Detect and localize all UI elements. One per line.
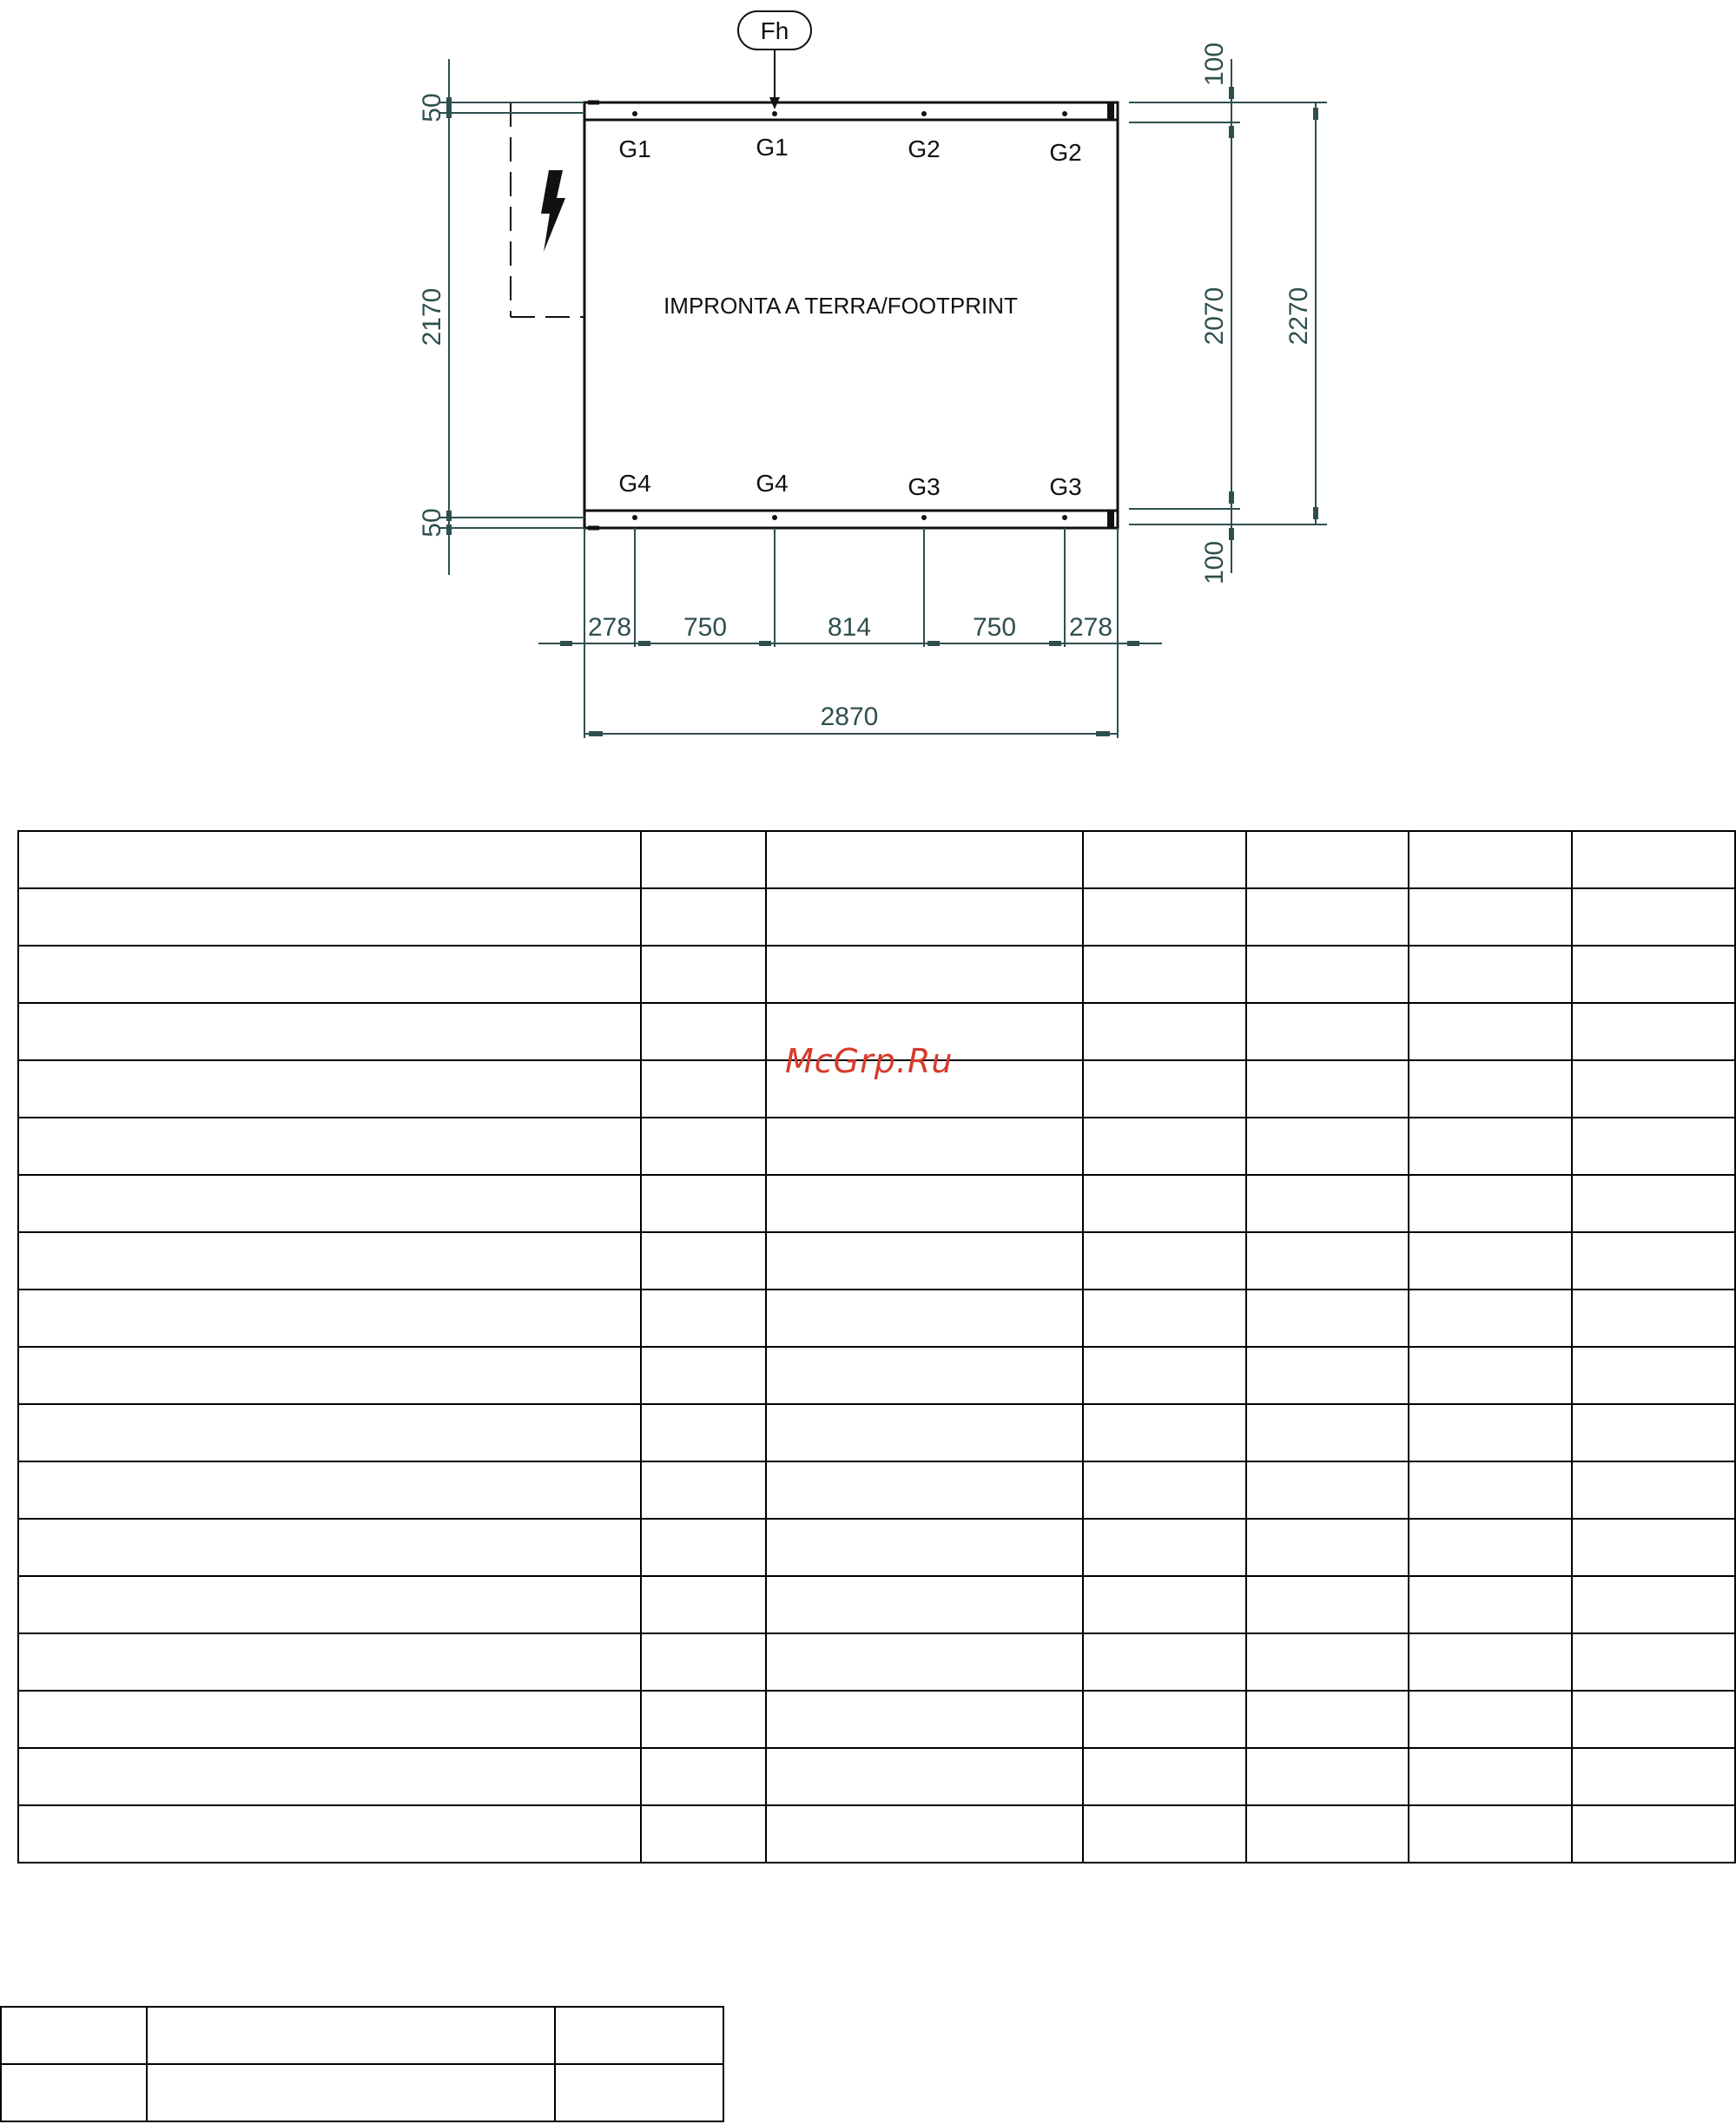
table-row: [18, 1748, 1735, 1805]
table-cell: [18, 1691, 641, 1748]
dim-left-total: 2170: [418, 287, 446, 346]
table-cell: [1409, 1060, 1572, 1118]
table-cell: [641, 888, 766, 946]
table-cell: [766, 1576, 1083, 1633]
table-row: [18, 1519, 1735, 1576]
table-cell: [1246, 1003, 1409, 1060]
table-row: [18, 1347, 1735, 1404]
label-g2-a: G2: [908, 135, 941, 162]
table-cell: [766, 1175, 1083, 1232]
watermark: McGrp.Ru: [785, 1042, 954, 1080]
lightning-icon: [541, 170, 565, 252]
table-cell: [18, 1003, 641, 1060]
table-cell: [1409, 888, 1572, 946]
dim-right-bottom: 100: [1200, 540, 1229, 585]
table-cell: [147, 2007, 555, 2064]
table-cell: [1246, 1175, 1409, 1232]
table-cell: [1246, 1118, 1409, 1175]
table-cell: [1083, 1576, 1246, 1633]
table-cell: [1572, 1060, 1735, 1118]
table-cell: [1, 2064, 147, 2121]
table-cell: [1572, 1290, 1735, 1347]
table-cell: [18, 1347, 641, 1404]
table-cell: [1409, 1633, 1572, 1691]
label-g3-b: G3: [1049, 473, 1082, 500]
table-cell: [1083, 1118, 1246, 1175]
table-row: [18, 1691, 1735, 1748]
table-cell: [1246, 1576, 1409, 1633]
table-cell: [641, 946, 766, 1003]
table-cell: [18, 1576, 641, 1633]
table-cell: [1083, 1461, 1246, 1519]
table-row: [1, 2007, 723, 2064]
table-cell: [1572, 1404, 1735, 1461]
right-dimensions: [1129, 43, 1327, 584]
table-cell: [641, 1748, 766, 1805]
label-g4-b: G4: [756, 470, 789, 497]
table-cell: [641, 1232, 766, 1290]
table-cell: [18, 1232, 641, 1290]
table-cell: [641, 1805, 766, 1863]
table-cell: [18, 946, 641, 1003]
table-cell: [766, 1633, 1083, 1691]
table-cell: [1083, 1633, 1246, 1691]
table-cell: [766, 1404, 1083, 1461]
table-cell: [1572, 1347, 1735, 1404]
electrical-box: [511, 102, 584, 317]
table-cell: [18, 1805, 641, 1863]
table-cell: [1572, 1232, 1735, 1290]
table-cell: [766, 1347, 1083, 1404]
table-cell: [1572, 1576, 1735, 1633]
table-cell: [1246, 1691, 1409, 1748]
table-cell: [1572, 1175, 1735, 1232]
table-cell: [18, 1461, 641, 1519]
table-cell: [641, 831, 766, 888]
table-cell: [1409, 1805, 1572, 1863]
force-label: Fh: [760, 17, 789, 44]
table-cell: [1572, 946, 1735, 1003]
table-cell: [766, 1232, 1083, 1290]
label-g1-b: G1: [756, 134, 789, 161]
label-g4-a: G4: [618, 470, 651, 497]
table-cell: [1246, 1633, 1409, 1691]
table-cell: [641, 1175, 766, 1232]
table-cell: [1409, 1748, 1572, 1805]
data-table: [17, 830, 1736, 1863]
table-row: [18, 946, 1735, 1003]
table-cell: [1409, 1691, 1572, 1748]
table-cell: [766, 1519, 1083, 1576]
table-row: [18, 1290, 1735, 1347]
table-cell: [1246, 1347, 1409, 1404]
table-cell: [147, 2064, 555, 2121]
table-cell: [641, 1404, 766, 1461]
label-g3-a: G3: [908, 473, 941, 500]
table-cell: [18, 1748, 641, 1805]
label-g2-b: G2: [1049, 139, 1082, 166]
footprint-label: IMPRONTA A TERRA/FOOTPRINT: [663, 293, 1018, 319]
table-cell: [1083, 946, 1246, 1003]
table-cell: [1409, 1118, 1572, 1175]
table-cell: [18, 1290, 641, 1347]
table-cell: [1572, 831, 1735, 888]
table-cell: [766, 1461, 1083, 1519]
table-cell: [641, 1347, 766, 1404]
table-cell: [18, 1404, 641, 1461]
dim-bottom-seg-2: 750: [683, 613, 728, 642]
table-cell: [1572, 1461, 1735, 1519]
bottom-labels: [618, 470, 1081, 500]
dim-left-top: 50: [418, 93, 446, 122]
top-labels: [618, 134, 1081, 166]
table-cell: [1409, 1404, 1572, 1461]
table-row: [18, 1118, 1735, 1175]
table-cell: [1083, 1805, 1246, 1863]
table-row: [18, 1576, 1735, 1633]
table-cell: [641, 1461, 766, 1519]
table-cell: [1083, 1347, 1246, 1404]
table-cell: [641, 1118, 766, 1175]
table-cell: [766, 1691, 1083, 1748]
table-row: [18, 1404, 1735, 1461]
table-cell: [641, 1290, 766, 1347]
table-cell: [555, 2064, 723, 2121]
table-cell: [1083, 1060, 1246, 1118]
table-row: [18, 1805, 1735, 1863]
table-row: [18, 831, 1735, 888]
table-cell: [1083, 1748, 1246, 1805]
table-row: [18, 1461, 1735, 1519]
footprint-drawing: [0, 0, 1736, 782]
table-cell: [1, 2007, 147, 2064]
table-cell: [641, 1003, 766, 1060]
dim-bottom-seg-1: 278: [587, 613, 632, 642]
table-cell: [18, 1060, 641, 1118]
dim-bottom-seg-3: 814: [827, 613, 872, 642]
table-cell: [1083, 1175, 1246, 1232]
table-row: [1, 2064, 723, 2121]
table-cell: [18, 1519, 641, 1576]
table-cell: [766, 946, 1083, 1003]
table-cell: [555, 2007, 723, 2064]
footer-table: [0, 2006, 724, 2122]
table-cell: [1083, 1404, 1246, 1461]
table-cell: [1409, 1461, 1572, 1519]
table-cell: [1409, 1290, 1572, 1347]
table-cell: [1409, 831, 1572, 888]
table-cell: [1409, 1232, 1572, 1290]
dim-right-top: 100: [1200, 42, 1229, 87]
table-cell: [1409, 1175, 1572, 1232]
table-cell: [18, 1633, 641, 1691]
table-row: [18, 1232, 1735, 1290]
table-cell: [766, 1118, 1083, 1175]
dim-left-bottom: 50: [418, 508, 446, 538]
dim-right-outer: 2270: [1284, 287, 1313, 346]
table-cell: [1246, 1805, 1409, 1863]
table-cell: [1083, 888, 1246, 946]
table-cell: [1572, 1519, 1735, 1576]
table-cell: [1246, 946, 1409, 1003]
table-cell: [641, 1691, 766, 1748]
table-cell: [1572, 1691, 1735, 1748]
table-cell: [641, 1576, 766, 1633]
table-cell: [1246, 1232, 1409, 1290]
table-cell: [766, 1805, 1083, 1863]
table-row: [18, 1175, 1735, 1232]
table-row: [18, 1633, 1735, 1691]
dim-bottom-seg-5: 278: [1068, 613, 1113, 642]
table-cell: [641, 1633, 766, 1691]
dim-right-inner: 2070: [1200, 287, 1229, 346]
table-cell: [1246, 1461, 1409, 1519]
table-cell: [1572, 1633, 1735, 1691]
table-cell: [1246, 1290, 1409, 1347]
table-cell: [1572, 1805, 1735, 1863]
bottom-dimensions: [538, 528, 1162, 738]
table-cell: [1246, 1519, 1409, 1576]
table-cell: [18, 1175, 641, 1232]
table-row: [18, 888, 1735, 946]
table-cell: [1083, 1519, 1246, 1576]
table-cell: [1083, 1232, 1246, 1290]
table-cell: [1409, 1347, 1572, 1404]
table-cell: [1409, 1576, 1572, 1633]
table-cell: [1409, 1519, 1572, 1576]
table-cell: [1572, 888, 1735, 946]
table-cell: [1083, 831, 1246, 888]
table-cell: [1409, 946, 1572, 1003]
table-cell: [641, 1519, 766, 1576]
table-cell: [18, 831, 641, 888]
table-cell: [1246, 1404, 1409, 1461]
dim-bottom-total: 2870: [820, 703, 879, 731]
force-marker: [738, 11, 811, 109]
table-cell: [1083, 1691, 1246, 1748]
table-cell: [1246, 831, 1409, 888]
table-cell: [1409, 1003, 1572, 1060]
table-cell: [1572, 1003, 1735, 1060]
table-cell: [766, 1748, 1083, 1805]
table-cell: [1083, 1290, 1246, 1347]
table-cell: [18, 1118, 641, 1175]
table-cell: [1246, 1060, 1409, 1118]
table-cell: [1572, 1748, 1735, 1805]
table-cell: [1246, 1748, 1409, 1805]
table-cell: [1246, 888, 1409, 946]
table-cell: [766, 831, 1083, 888]
table-cell: [1083, 1003, 1246, 1060]
table-cell: [641, 1060, 766, 1118]
table-cell: [18, 888, 641, 946]
table-cell: [766, 1290, 1083, 1347]
label-g1-a: G1: [618, 135, 651, 162]
table-cell: [1572, 1118, 1735, 1175]
dim-bottom-seg-4: 750: [972, 613, 1017, 642]
table-cell: [766, 888, 1083, 946]
